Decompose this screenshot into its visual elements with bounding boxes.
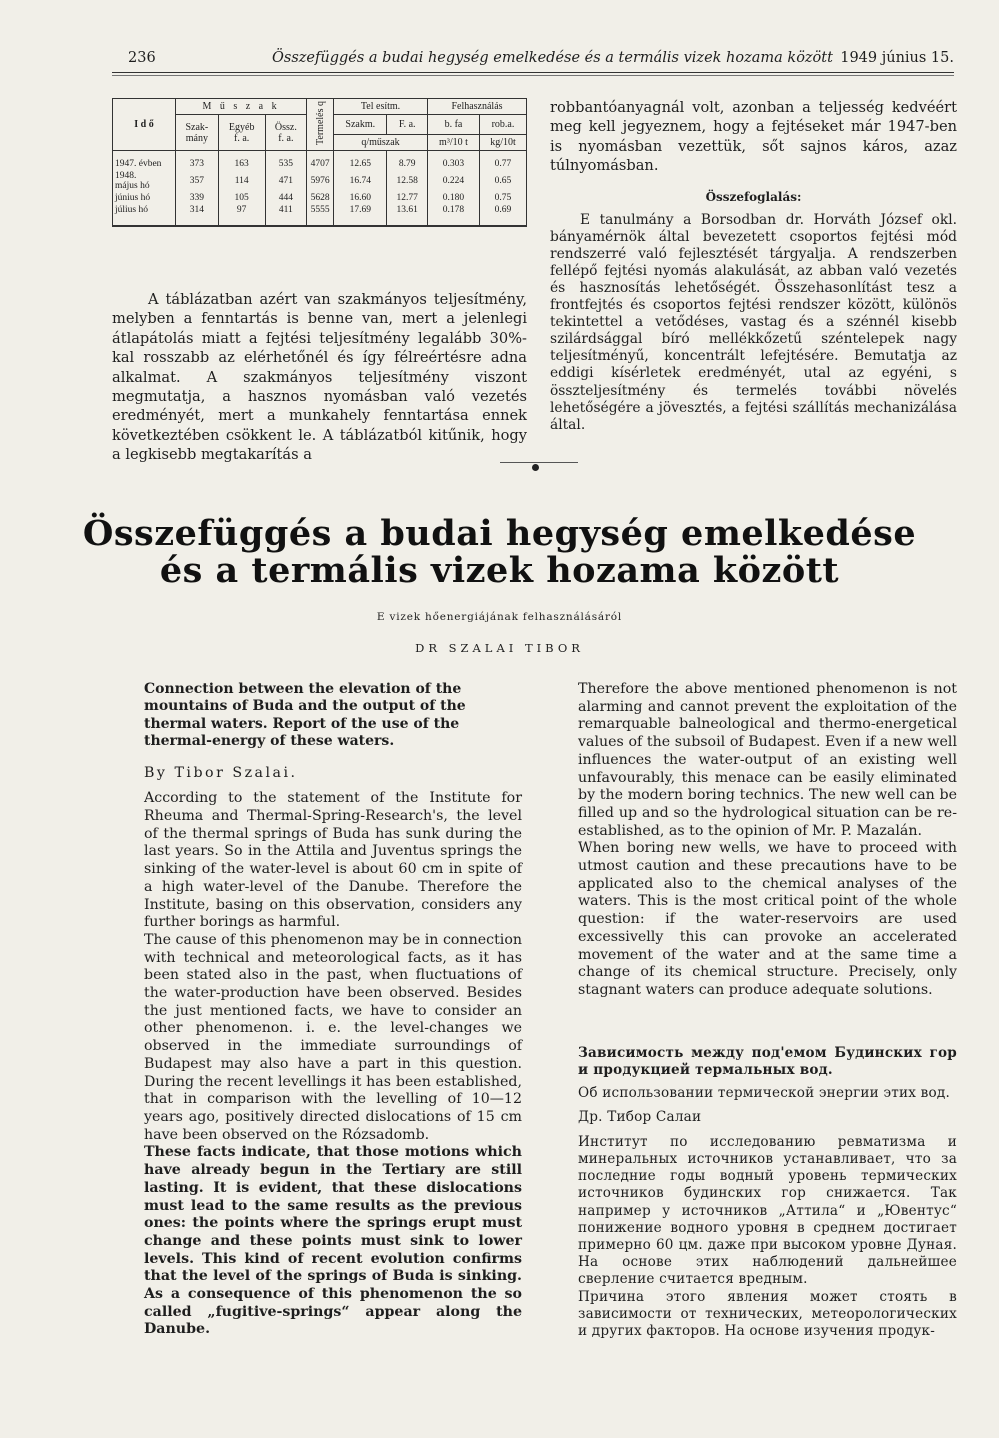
article-subtitle: E vizek hőenergiájának felhasználásáról xyxy=(376,611,623,623)
english-paragraph: According to the statement of the Institute for Rheuma and Thermal-Spring-Research's, the level of the thermal springs of Buda has sunk during the last years. So in the Attila and Juventus springs the sinking of the water-level is about 60 cm in spite of a high water-level of the Danube. Therefore the Institute, basing on this observation, considers any further borings as harmful. xyxy=(144,790,522,931)
summary-heading: Összefoglalás: xyxy=(705,189,802,204)
table-row: 1947. évben 373 163 535 4707 12.65 8.79 0.303 0.77 xyxy=(113,151,527,171)
sub-bfa: b. fa xyxy=(427,115,479,135)
sub-fa: F. a. xyxy=(387,115,428,135)
english-paragraph: Therefore the above mentioned phenomenon is not alarming and cannot prevent the exploitation of the remarquable balneological and thermo-energetical values of the subsoil of Budapest. Even if a new well influences the water-output of an existing well unfavourably, this menace can be easily eliminated by the modern boring technics. The new well can be filled up and so the hydrological situation can be re-established, as to the opinion of Mr. P. Mazalán. xyxy=(578,681,957,839)
russian-heading: Зависимость между под'емом Будинских гор и продукцией термальных вод. xyxy=(578,1045,957,1079)
summary-text: E tanulmány a Borsodban dr. Horváth József okl. bányamérnök által bevezetett csoportos fejtési mód rendszerré való fejlesztését tárgyalja. A rendszerben fellépő fejtési nyomás alakulását, az abban való vezetés és hasznosítás lehetőségét. Összehasonlítást tesz a frontfejtés és csoportos fejtési rendszer között, különös tekintettel a vetődéses, vastag és a szénnél kisebb szilárdsággal bíró mellékkőzetű széntelepek nagy teljesítményű, koncentrált lefejtésére. Bemutatja az eddigi kísérletek eredményét, utal az egyéni, s összteljesítmény és termelés további növelés lehetőségére a jövesztés, a fejtési szállítás mechanizálása által. xyxy=(550,211,957,433)
right-column-text xyxy=(550,98,957,434)
sub-rob: rob.a. xyxy=(479,115,526,135)
english-heading: Connection between the elevation of the mountains of Buda and the output of the thermal waters. Report of the use of the thermal-energy of these waters. xyxy=(144,681,466,750)
english-paragraph: The cause of this phenomenon may be in connection with technical and meteorological facts, as it has been stated also in the past, when fluctuations of the water-production have been observed. Besides the just mentioned facts, we have to consider an other phenomenon. i. e. the level-changes we observed in the immediate surroundings of Budapest may also have a part in this question. During the recent levellings it has been established, that in comparison with the levelling of 10—12 years ago, positively directed dislocations of 15 cm have been observed on the Rózsadomb. xyxy=(144,931,522,1143)
header-rule-thin xyxy=(112,75,954,76)
running-title: Összefüggés a budai hegység emelkedése és a termális vizek hozama között xyxy=(272,50,833,66)
english-paragraph: These facts indicate, that those motions which have already begun in the Tertiary are still lasting. It is evident, that these dislocations must lead to the same results as the previous ones: the points where the springs erupt must change and these points must sink to lower levels. This kind of recent evolution confirms that the level of the springs of Buda is sinking. As a consequence of this phenomenon the so called „fugitive-springs“ appear along the Danube. xyxy=(144,1144,522,1338)
running-header xyxy=(112,50,954,72)
body-paragraph: robbantóanyagnál volt, azonban a teljesség kedvéért meg kell jegyeznem, hogy a fejtéseket már 1947-ben is nyomásban vezettük, sőt sajnos káros, azaz túlnyomásban. xyxy=(550,99,957,175)
article-author: DR SZALAI TIBOR xyxy=(415,641,584,655)
english-byline: By Tibor Szalai. xyxy=(144,764,298,781)
unit-kg: kg/10t xyxy=(479,135,526,151)
issue-date: 1949 június 15. xyxy=(840,50,954,66)
sub-szakm: Szakm. xyxy=(334,115,387,135)
group-teljesitm: Tel esítm. xyxy=(334,99,428,115)
english-summary-continued xyxy=(578,681,957,1000)
english-paragraph: When boring new wells, we have to proceed with utmost caution and these precautions have to be applicated also to the chemical analyses of the waters. This is the most critical point of the whole question: if the water-reservoirs are used excessivelly this can provoke an accelerated movement of the water and at the same time a change of its chemical structure. Precisely, only stagnant waters can produce adequate solutions. xyxy=(578,840,957,998)
russian-author: Др. Тибор Салаи xyxy=(578,1108,702,1125)
group-mussak: M ű s z a k xyxy=(176,99,307,115)
russian-paragraph: Причина этого явления может стоять в зависимости от технических, метеорологических и других факторов. На основе изучения продук- xyxy=(578,1288,957,1340)
group-felhasznalas: Felhasználás xyxy=(427,99,526,115)
header-rule xyxy=(112,72,954,73)
sub-szakmany: Szak- mány xyxy=(176,115,219,151)
col-termeles: Termelés q xyxy=(307,99,334,151)
article-title-line1: Összefüggés a budai hegység emelkedése xyxy=(82,513,917,554)
col-ido: I d ő xyxy=(113,99,176,151)
unit-q: q/műszak xyxy=(334,135,428,151)
production-table xyxy=(112,98,527,227)
article-title-line2: és a termális vizek hozama között xyxy=(159,550,840,591)
russian-subheading: Об использовании термической энергии этих вод. xyxy=(578,1085,950,1102)
divider-dot xyxy=(532,464,539,471)
unit-m3: m³/10 t xyxy=(427,135,479,151)
section-divider xyxy=(500,462,578,463)
table-row: június hó 339 105 444 5628 16.60 12.77 0.180 0.75 xyxy=(113,192,527,204)
body-paragraph: A táblázatban azért van szakmányos teljesítmény, melyben a fenntartás is benne van, mert a jelenlegi átlapátolás miatt a fejtési teljesítmény legalább 30%-kal rosszabb az elérhetőnél és így félreértésre adna alkalmat. A szakmányos teljesítmény viszont megmutatja, a hasznos nyomásban való vezetés eredményét, mert a munkahely fenntartása ennek következtében csökkent le. A táblázatból kitűnik, hogy a legkisebb megtakarítás a xyxy=(112,291,527,464)
left-column-text xyxy=(112,290,527,465)
table-row: július hó 314 97 411 5555 17.69 13.61 0.178 0.69 xyxy=(113,204,527,226)
page-number: 236 xyxy=(128,50,156,66)
russian-paragraph: Институт по исследованию ревматизма и минеральных источников устанавливает, что за последние годы водный уровень термических источников будинских гор снижается. Так например у источников „Аттила“ и „Ювентус“ понижение водного уровня в среднем достигает примерно 60 цм. даже при высоком уровне Дуная. На основе этих наблюдений дальнейшее сверление считается вредным. xyxy=(578,1133,957,1288)
russian-summary xyxy=(578,1045,957,1340)
english-summary xyxy=(144,681,522,1339)
table-row: 1948. május hó 357 114 471 5976 16.74 12.58 0.224 0.65 xyxy=(113,170,527,192)
sub-ossz: Össz. f. a. xyxy=(265,115,306,151)
sub-egyeb: Egyéb f. a. xyxy=(218,115,265,151)
